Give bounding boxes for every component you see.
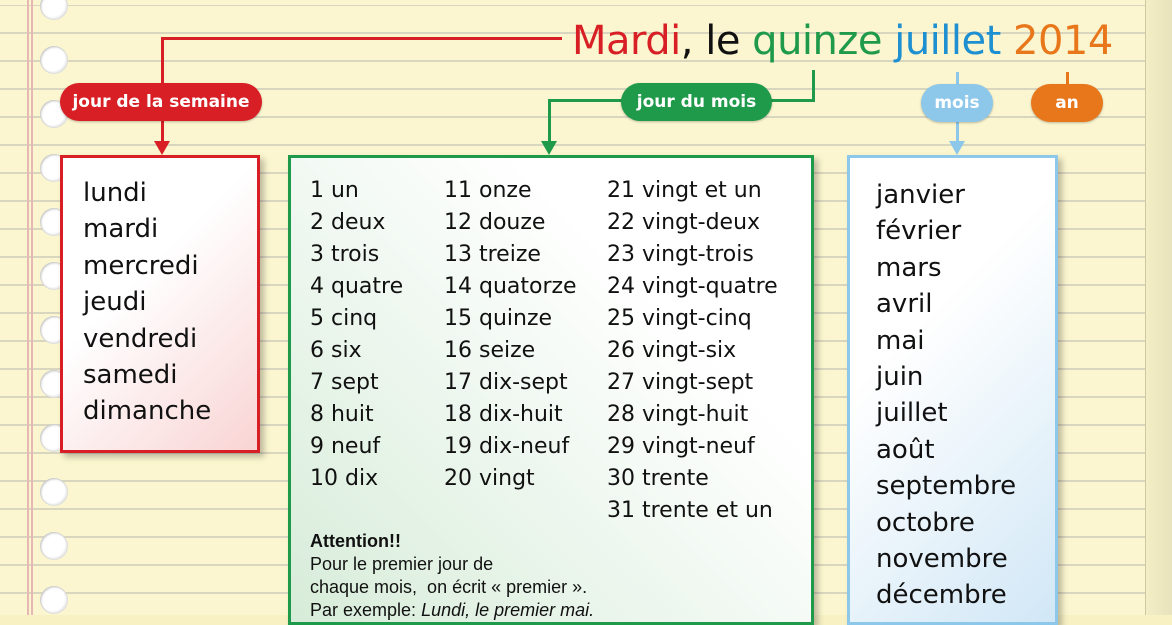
day-of-month-label-pill: jour du mois [621, 83, 772, 121]
weekday-label-pill: jour de la semaine [60, 83, 262, 121]
number-item: 24 vingt-quatre [607, 274, 778, 299]
month-item: janvier [876, 180, 965, 210]
weekday-item: lundi [83, 178, 147, 208]
title-article: le [705, 18, 740, 64]
number-item: 19 dix-neuf [444, 434, 570, 459]
connector-line [548, 99, 551, 143]
number-item: 3 trois [310, 242, 380, 267]
connector-line [956, 72, 959, 84]
margin-line [31, 0, 33, 615]
month-item: décembre [876, 580, 1007, 611]
arrow-down-icon [949, 141, 965, 155]
month-item: octobre [876, 507, 975, 538]
arrow-down-icon [154, 141, 170, 155]
number-item: 7 sept [310, 370, 379, 395]
number-item: 8 huit [310, 402, 374, 427]
arrow-down-icon [541, 141, 557, 155]
title-day-name: Mardi [572, 18, 681, 64]
number-item: 21 vingt et un [607, 178, 762, 203]
note-example-prefix: Par exemple: [310, 600, 422, 620]
number-item: 26 vingt-six [607, 338, 737, 363]
weekday-item: mardi [83, 214, 159, 245]
number-item: 14 quatorze [444, 274, 577, 299]
number-item: 20 vingt [444, 466, 535, 491]
month-item: novembre [876, 543, 1008, 574]
margin-line [27, 0, 29, 615]
month-item: août [876, 434, 935, 465]
day-numbers-box [288, 155, 814, 625]
note-line: chaque mois, on écrit « premier ». [310, 577, 588, 597]
numbers-column-1 [310, 175, 403, 495]
weekday-item: jeudi [83, 287, 147, 318]
number-item: 5 cinq [310, 306, 378, 331]
title-year: 2014 [1013, 18, 1113, 64]
page-edge [1145, 0, 1172, 615]
numbers-column-2 [444, 175, 577, 495]
date-title [572, 18, 1113, 64]
weekday-item: vendredi [83, 323, 198, 354]
connector-line [770, 99, 815, 102]
title-day-number: quinze [752, 18, 882, 64]
title-month: juillet [894, 18, 1001, 64]
weekday-item: samedi [83, 359, 178, 390]
binder-hole [40, 532, 68, 560]
month-item: juillet [876, 398, 948, 429]
connector-line [1066, 72, 1069, 84]
number-item: 13 treize [444, 242, 541, 267]
month-label-pill: mois [921, 84, 993, 122]
month-item: février [876, 216, 962, 247]
number-item: 9 neuf [310, 434, 381, 459]
number-item: 1 un [310, 178, 359, 203]
number-item: 18 dix-huit [444, 402, 563, 427]
connector-line [548, 99, 623, 102]
month-item: avril [876, 289, 933, 320]
binder-hole [40, 478, 68, 506]
weekday-item: mercredi [83, 250, 199, 281]
month-item: juin [876, 361, 924, 392]
number-item: 31 trente et un [607, 498, 773, 523]
number-item: 30 trente [607, 466, 709, 491]
note-example-line [310, 599, 770, 622]
month-item: mars [876, 252, 942, 283]
attention-note [310, 530, 770, 622]
number-item: 4 quatre [310, 274, 404, 299]
number-item: 16 seize [444, 338, 536, 363]
year-label-pill: an [1031, 84, 1103, 122]
note-line: Pour le premier jour de [310, 554, 494, 574]
weekdays-list [83, 175, 211, 430]
number-item: 17 dix-sept [444, 370, 568, 395]
title-comma: , [680, 18, 693, 64]
number-item: 28 vingt-huit [607, 402, 749, 427]
connector-line [812, 70, 815, 101]
number-item: 10 dix [310, 466, 379, 491]
note-example-text: Lundi, le premier mai. [421, 600, 595, 620]
weekday-item: dimanche [83, 396, 212, 427]
connector-line [161, 37, 164, 83]
connector-line [161, 37, 562, 40]
months-list [876, 177, 1016, 614]
number-item: 15 quinze [444, 306, 553, 331]
number-item: 25 vingt-cinq [607, 306, 752, 331]
binder-hole [40, 46, 68, 74]
number-item: 11 onze [444, 178, 532, 203]
weekdays-box [60, 155, 260, 453]
month-item: septembre [876, 471, 1017, 502]
number-item: 23 vingt-trois [607, 242, 754, 267]
number-item: 2 deux [310, 210, 386, 235]
number-item: 27 vingt-sept [607, 370, 754, 395]
binder-hole [40, 586, 68, 614]
number-item: 29 vingt-neuf [607, 434, 755, 459]
binder-hole [40, 0, 68, 20]
number-item: 22 vingt-deux [607, 210, 761, 235]
note-heading: Attention!! [310, 531, 401, 551]
numbers-column-3 [607, 175, 778, 527]
month-item: mai [876, 325, 925, 356]
number-item: 12 douze [444, 210, 546, 235]
months-box [847, 155, 1058, 625]
number-item: 6 six [310, 338, 362, 363]
